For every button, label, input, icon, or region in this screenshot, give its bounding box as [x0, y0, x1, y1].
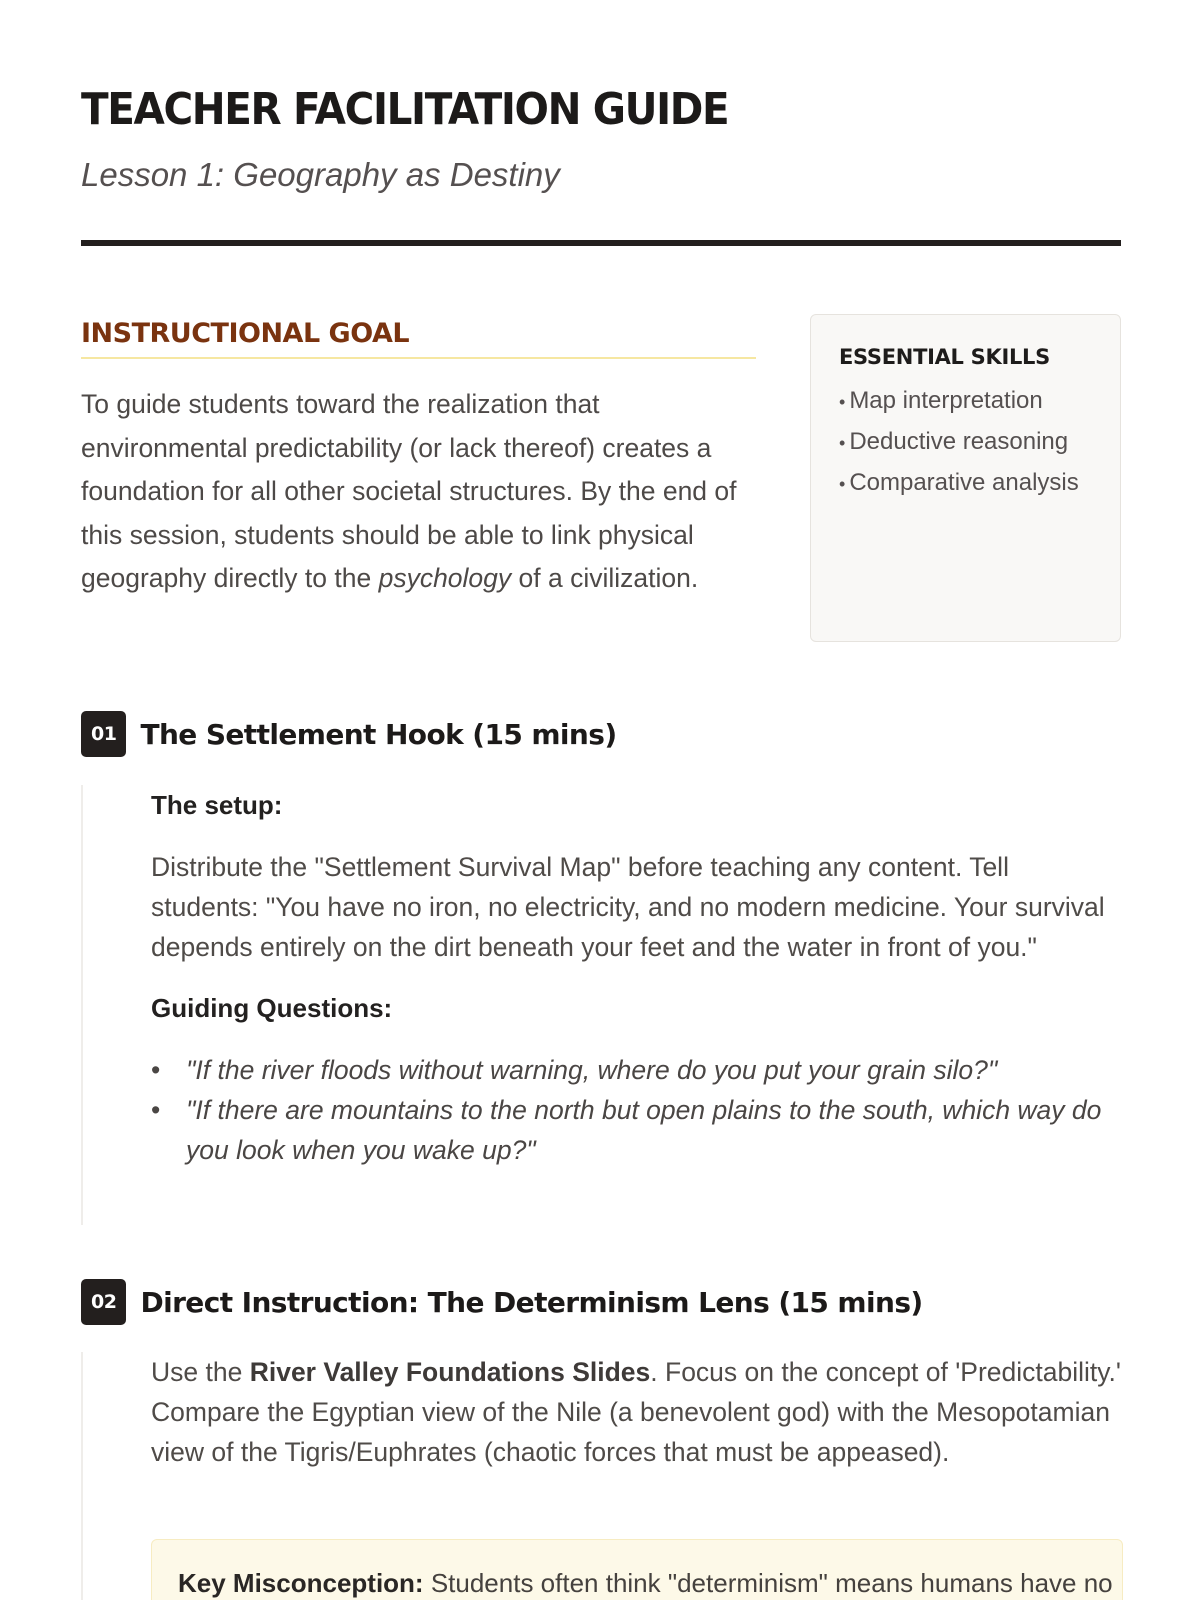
- bullet-icon: •: [839, 433, 846, 453]
- step-number-badge: 01: [81, 711, 126, 757]
- setup-text: Distribute the "Settlement Survival Map" before teaching any content. Tell students: "You have no iron, no electricity, and no modern medicine. Your survival depends entirely on the dirt beneath your feet and the water in front of you.": [151, 852, 1105, 962]
- bullet-icon: •: [151, 1095, 161, 1125]
- skill-label: Comparative analysis: [849, 469, 1079, 496]
- guiding-questions-label: Guiding Questions:: [151, 993, 393, 1023]
- slides-reference: River Valley Foundations Slides: [249, 1357, 651, 1387]
- step-01-header: [81, 711, 617, 757]
- callout-text: Students often think "determinism" means humans have no: [423, 1568, 1113, 1598]
- step-title: The Settlement Hook (15 mins): [140, 717, 617, 751]
- step-02-body: [81, 1352, 1121, 1600]
- instructional-goal-text: [81, 383, 746, 601]
- page-title: TEACHER FACILITATION GUIDE: [81, 84, 729, 135]
- skill-item: [839, 422, 1092, 463]
- step-02-text: [151, 1352, 1121, 1472]
- lesson-subtitle: Lesson 1: Geography as Destiny: [81, 156, 560, 193]
- guiding-question: [151, 1050, 1121, 1090]
- skill-label: Map interpretation: [849, 387, 1043, 414]
- question-text: "If the river floods without warning, where do you put your grain silo?": [186, 1055, 998, 1085]
- callout-label: Key Misconception:: [178, 1568, 424, 1598]
- skill-item: [839, 463, 1092, 504]
- bullet-icon: •: [839, 392, 846, 412]
- step-02-header: [81, 1279, 923, 1325]
- step-number-badge: 02: [81, 1279, 126, 1325]
- setup-label: The setup:: [151, 790, 283, 820]
- bullet-icon: •: [151, 1055, 161, 1085]
- question-text: "If there are mountains to the north but open plains to the south, which way do you look when you wake up?": [186, 1095, 1102, 1165]
- bullet-icon: •: [839, 474, 846, 494]
- step-title: Direct Instruction: The Determinism Lens (15 mins): [140, 1285, 923, 1319]
- text-part: Use the: [151, 1357, 250, 1387]
- guiding-questions-list: [151, 1050, 1121, 1170]
- goal-text-part: To guide students toward the realization that environmental predictability (or lack thereof) creates a foundation for all other societal structures. By the end of this session, students should be able to link physical geography directly to the: [81, 389, 737, 593]
- goal-text-emphasis: psychology: [378, 563, 512, 593]
- title-divider: [81, 240, 1121, 246]
- essential-skills-panel: [810, 314, 1121, 642]
- instructional-goal-heading: INSTRUCTIONAL GOAL: [81, 318, 756, 359]
- key-misconception-callout: [151, 1539, 1123, 1600]
- text-part: . Focus on the concept of 'Predictability.' Compare the Egyptian view of the Nile (a benevolent god) with the Mesopotamian view of the Tigris/Euphrates (chaotic forces that must be appeased).: [151, 1357, 1121, 1467]
- essential-skills-title: ESSENTIAL SKILLS: [839, 345, 1050, 369]
- goal-text-part: of a civilization.: [511, 563, 699, 593]
- skill-label: Deductive reasoning: [849, 428, 1069, 455]
- guiding-question: [151, 1090, 1121, 1170]
- skill-item: [839, 381, 1092, 422]
- step-01-body: [81, 785, 1121, 1225]
